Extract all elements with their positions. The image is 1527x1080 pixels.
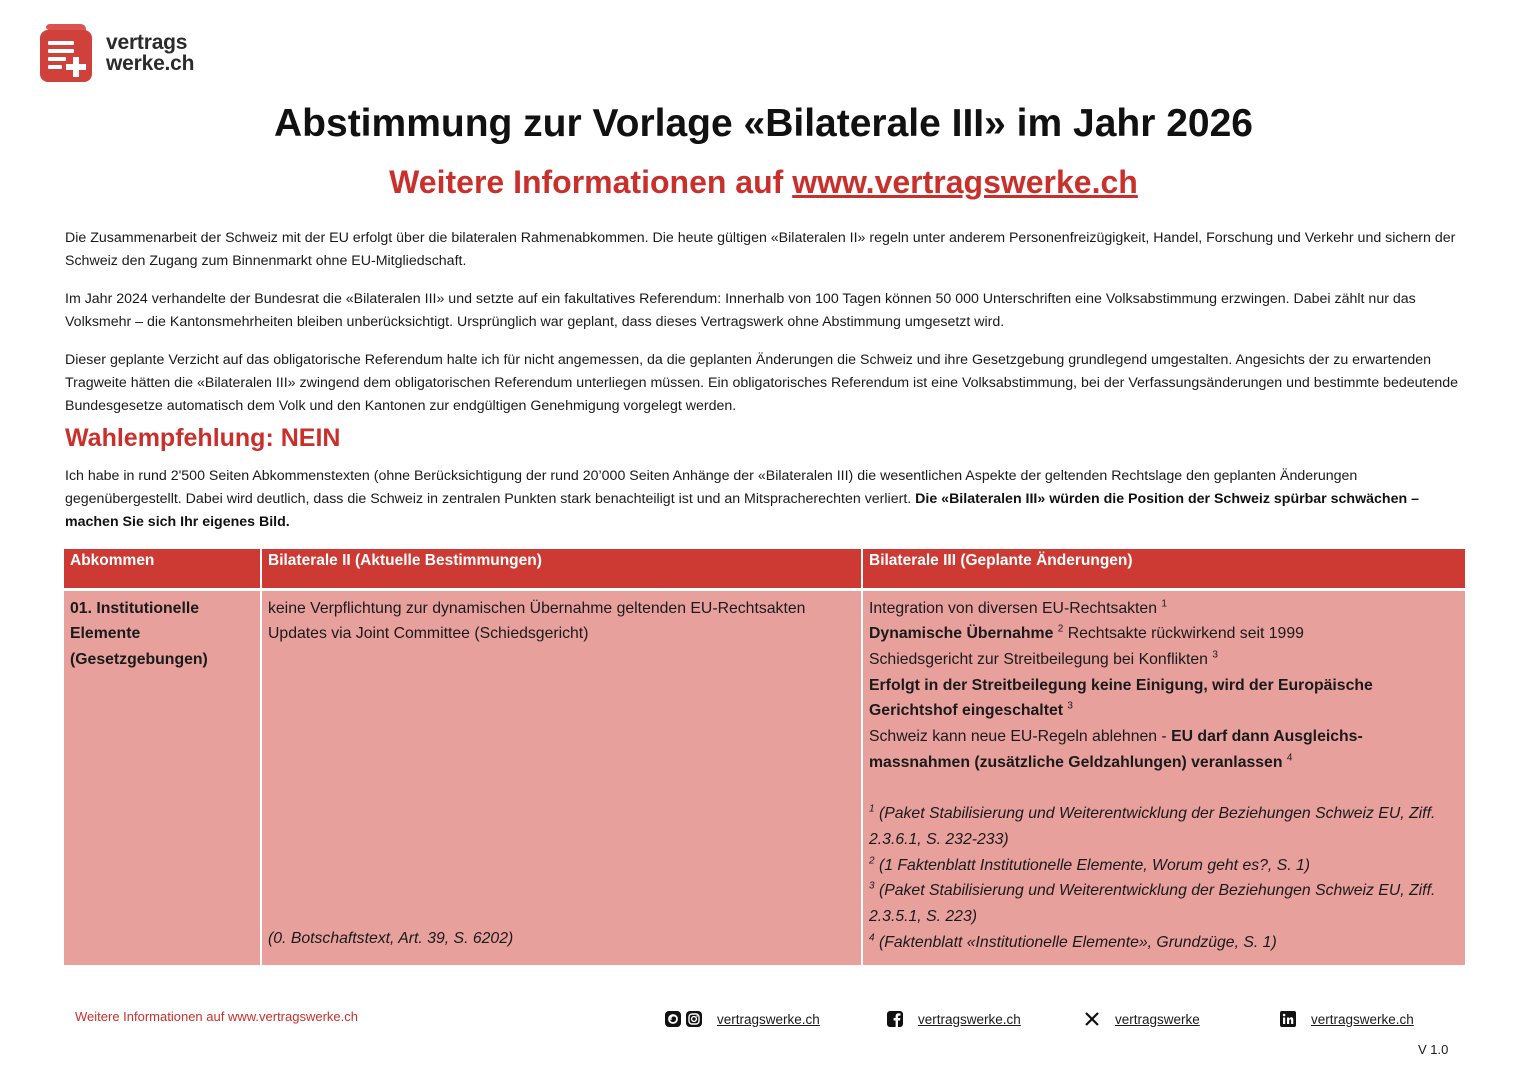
agreement-line-1: 01. Institutionelle [70,599,200,617]
social-label[interactable]: vertragswerke [1115,1011,1200,1027]
social-facebook[interactable] [886,1010,1021,1028]
current-source: (0. Botschaftstext, Art. 39, S. 6202) [268,929,514,947]
linkedin-icon [1279,1010,1297,1028]
subtitle [0,164,1527,201]
planned-line-5 [869,724,1459,775]
header-planned: Bilaterale III (Geplante Änderungen) [862,549,1465,589]
facebook-icon [886,1010,904,1028]
spacer [869,775,1459,801]
current-cell [261,589,862,965]
recommendation-heading: Wahlempfehlung: NEIN [65,424,341,452]
footnote-text: (Paket Stabilisierung und Weiterentwicklung der Beziehungen Schweiz EU, Ziff. 2.3.5.1, S. 223) [869,882,1436,925]
footnote-number: 4 [869,932,875,944]
table-header-row [64,549,1465,589]
footnote-ref: 3 [1067,701,1073,713]
footnote-1 [869,801,1459,852]
logo-line1: vertrags [106,31,188,54]
footnote-ref: 3 [1212,649,1218,661]
logo[interactable] [40,24,194,82]
agreement-line-3: (Gesetzgebungen) [70,650,208,668]
instagram-icon [685,1010,703,1028]
planned-line-1 [869,596,1459,622]
social-label[interactable]: vertragswerke.ch [918,1011,1021,1027]
footnote-number: 2 [869,855,875,867]
planned-line-5-bold: EU darf dann Ausgleichs-massnahmen (zusätzliche Geldzahlungen) veranlassen [869,728,1363,771]
intro-paragraph-1: Die Zusammenarbeit der Schweiz mit der EU erfolgt über die bilateralen Rahmenabkommen. Die heute gültigen «Bilateralen II» regeln unter anderem Personenfreizügigkeit, Handel, Forschung und Verkehr und sichern der Schweiz den Zugang zum Binnenmarkt ohne EU-Mitgliedschaft. [65,230,1456,269]
footnote-ref: 4 [1286,752,1293,764]
footnote-text: (Faktenblatt «Institutionelle Elemente», Grundzüge, S. 1) [878,933,1277,951]
footnote-ref: 1 [1161,598,1167,610]
planned-line-4 [869,673,1459,724]
footnote-4 [869,930,1459,956]
logo-text [106,32,194,74]
page-title: Abstimmung zur Vorlage «Bilaterale III» im Jahr 2026 [274,102,1253,145]
intro-paragraph-2: Im Jahr 2024 verhandelte der Bundesrat die «Bilateralen III» und setzte auf ein fakultatives Referendum: Innerhalb von 100 Tagen können 50 000 Unterschriften eine Volksabstimmung erzwingen. Dabei zählt nur das Volksmehr – die Kantonsmehrheiten bleiben unberücksichtigt. Ursprünglich war geplant, dass dieses Vertragswerk ohne Abstimmung umgesetzt wird. [65,291,1416,330]
planned-line-3-text: Schiedsgericht zur Streitbeilegung bei Konflikten [869,650,1208,668]
footnote-2 [869,853,1459,879]
intro-paragraph-4 [65,465,1465,534]
footer-info-link[interactable]: Weitere Informationen auf www.vertragswerke.ch [75,1009,358,1024]
current-line-1: keine Verpflichtung zur dynamischen Übernahme geltenden EU-Rechtsakten [268,599,806,617]
table-row [64,589,1465,965]
paragraph-4-emphasis: Die «Bilateralen III» würden die Position der Schweiz spürbar schwächen – machen Sie sich Ihr eigenes Bild. [65,491,1419,530]
footnote-ref: 2 [1057,623,1064,635]
agreement-cell [64,589,261,965]
paragraph-4-text: Ich habe in rund 2'500 Seiten Abkommenstexten (ohne Berücksichtigung der rund 20’000 Seiten Anhänge der «Bilateralen III) die wesentlichen Aspekte der geltenden Rechtslage den geplanten Änderungen gegenübergestellt. Dabei wird deutlich, dass die Schweiz in zentralen Punkten stark benachteiligt ist und an Mitspracherechten verliert. [65,468,1358,507]
footnote-text: (1 Faktenblatt Institutionelle Elemente, Worum geht es?, S. 1) [878,856,1311,874]
planned-line-2-bold: Dynamische Übernahme [869,625,1054,643]
social-linkedin[interactable] [1279,1010,1414,1028]
planned-line-3 [869,647,1459,673]
subtitle-link[interactable]: www.vertragswerke.ch [792,164,1138,200]
comparison-table [64,549,1465,965]
intro-paragraph-3: Dieser geplante Verzicht auf das obligatorische Referendum halte ich für nicht angemessen, da die geplanten Änderungen die Schweiz und ihre Gesetzgebung grundlegend umgestalten. Angesichts der zu erwartenden Tragweite hätten die «Bilateralen III» zwingend dem obligatorischen Referendum unterliegen müssen. Ein obligatorisches Referendum ist eine Volksabstimmung, bei der Verfassungsänderungen und bestimmte bedeutende Bundesgesetze automatisch dem Volk und den Kantonen zur endgültigen Genehmigung vorgelegt werden. [65,352,1459,414]
planned-line-5-text: Schweiz kann neue EU-Regeln ablehnen - [869,728,1172,746]
logo-line2: werke.ch [106,52,195,75]
header-current: Bilaterale II (Aktuelle Bestimmungen) [261,549,862,589]
planned-line-2 [869,621,1459,647]
footnote-number: 3 [869,880,875,892]
social-label[interactable]: vertragswerke.ch [1311,1011,1414,1027]
current-line-2: Updates via Joint Committee (Schiedsgericht) [268,625,589,643]
planned-line-1-text: Integration von diversen EU-Rechtsakten [869,599,1158,617]
subtitle-prefix: Weitere Informationen auf [389,164,793,200]
footnote-number: 1 [869,803,875,815]
social-label[interactable]: vertragswerke.ch [717,1011,820,1027]
planned-cell [862,589,1465,965]
document-plus-icon [40,24,92,82]
agreement-line-2: Elemente [70,625,141,643]
footnote-text: (Paket Stabilisierung und Weiterentwicklung der Beziehungen Schweiz EU, Ziff. 2.3.6.1, S. 232-233) [869,805,1436,848]
version-label: V 1.0 [1418,1042,1449,1057]
x-icon [1083,1010,1101,1028]
social-x[interactable] [1083,1010,1200,1028]
header-agreement: Abkommen [64,549,261,589]
footnote-3 [869,878,1459,929]
planned-line-2-rest: Rechtsakte rückwirkend seit 1999 [1063,625,1304,643]
social-threads-instagram[interactable] [664,1010,820,1028]
planned-line-4-bold: Erfolgt in der Streitbeilegung keine Einigung, wird der Europäische Gerichtshof eingeschaltet [869,676,1373,720]
threads-icon [664,1010,682,1028]
